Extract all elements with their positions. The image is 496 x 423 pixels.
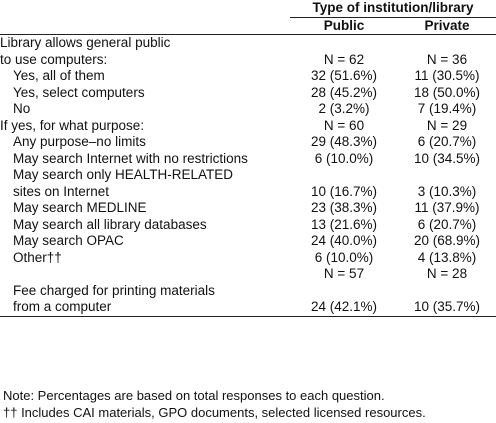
section1-n-row (0, 52, 496, 69)
cell-public: 6 (10.0%) (314, 150, 374, 166)
table-row (0, 217, 496, 234)
col-header-private: Private (424, 17, 470, 33)
cell-public: 2 (3.2%) (318, 101, 370, 116)
cell-private: 10 (35.7%) (413, 299, 481, 314)
table-notes (3, 388, 493, 421)
header-columns-row (0, 17, 496, 35)
cell-private: 11 (30.5%) (414, 68, 480, 83)
note-percentages: Note: Percentages are based on total responses to each question. (3, 388, 385, 403)
section2-n-public: N = 60 (323, 117, 365, 133)
section1-title-line2: to use computers: (0, 51, 108, 67)
cell-public: 10 (16.7%) (310, 183, 378, 199)
cell-private: 3 (10.3%) (417, 183, 477, 199)
cell-public: 13 (21.6%) (310, 216, 378, 232)
cell-private: 6 (20.7%) (417, 134, 477, 149)
section1-n-private: N = 36 (426, 51, 468, 67)
cell-private: 7 (19.4%) (417, 101, 477, 116)
section2-n-private: N = 29 (426, 117, 468, 133)
table-row (0, 283, 496, 300)
section3-n-public: N = 57 (323, 266, 365, 281)
cell-public: 28 (45.2%) (310, 84, 378, 100)
cell-public: 23 (38.3%) (310, 200, 378, 215)
table-row (0, 134, 496, 151)
cell-public: 32 (51.6%) (310, 68, 378, 83)
section3-n-row (0, 266, 496, 283)
header-blank-2 (0, 17, 290, 35)
row-label: Yes, all of them (13, 68, 105, 83)
table-row (0, 68, 496, 85)
table-row (0, 151, 496, 168)
cell-private: 10 (34.5%) (413, 150, 481, 166)
cell-private: 6 (20.7%) (417, 216, 477, 232)
row-label-cont: sites on Internet (13, 183, 110, 199)
row-label: May search OPAC (13, 233, 124, 248)
cell-private: 20 (68.9%) (413, 233, 481, 248)
cell-private: 4 (13.8%) (417, 249, 477, 265)
table-row (0, 167, 496, 184)
header-blank (0, 0, 290, 17)
header-group-row (0, 0, 496, 17)
table-row (0, 250, 496, 267)
table-row (0, 184, 496, 201)
row-label: No (13, 101, 31, 116)
row-label: May search all library databases (13, 216, 207, 232)
row-label: May search MEDLINE (13, 200, 147, 215)
table-row (0, 200, 496, 217)
section1-title-row (0, 35, 496, 52)
cell-private: 11 (37.9%) (414, 200, 480, 215)
col-header-public: Public (323, 17, 365, 33)
row-label: May search only HEALTH-RELATED (13, 167, 234, 182)
section2-title: If yes, for what purpose: (0, 117, 145, 133)
row-label-cont: from a computer (13, 299, 112, 314)
cell-public: 24 (42.1%) (310, 299, 378, 314)
table-row (0, 233, 496, 250)
section3-n-private: N = 28 (426, 266, 468, 281)
section1-n-public: N = 62 (323, 51, 365, 67)
section1-title-line1: Library allows general public (0, 35, 171, 50)
row-label: Any purpose–no limits (13, 134, 146, 149)
note-other-footnote: †† Includes CAI materials, GPO documents, selected licensed resources. (3, 404, 426, 420)
row-label: Other†† (13, 249, 62, 265)
section2-title-row (0, 118, 496, 135)
cell-public: 6 (10.0%) (314, 249, 374, 265)
row-label: Yes, select computers (13, 84, 145, 100)
cell-public: 24 (40.0%) (310, 233, 378, 248)
table-row (0, 101, 496, 118)
cell-private: 18 (50.0%) (413, 84, 481, 100)
header-group-title: Type of institution/library (290, 0, 496, 17)
row-label: May search Internet with no restrictions (13, 150, 248, 166)
table-row (0, 85, 496, 102)
row-label: Fee charged for printing materials (13, 282, 215, 298)
table-row (0, 299, 496, 316)
cell-public: 29 (48.3%) (310, 134, 378, 149)
